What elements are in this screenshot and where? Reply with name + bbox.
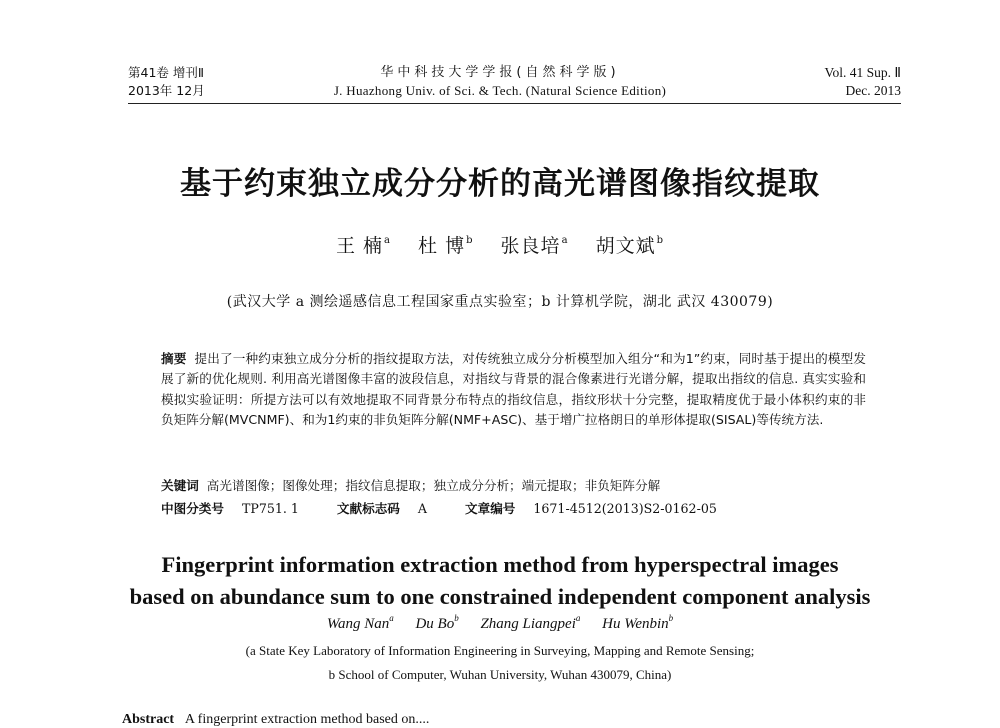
header-date-cn: 2013年 12月 — [128, 83, 205, 98]
abstract-text-en: A fingerprint extraction method based on.... — [184, 712, 430, 727]
author-en: Hu Wenbin$^b$ — [602, 613, 674, 632]
paper-title-cn: 基于约束独立成分分析的高光谱图像指纹提取 — [180, 166, 820, 202]
author-en: Zhang Liangpei$^a$ — [480, 613, 581, 632]
abstract-en — [122, 712, 882, 728]
abstract-label-cn: 摘要 — [161, 351, 187, 366]
author-list-cn — [0, 231, 1000, 258]
title-line-2: based on abundance sum to one constrained independent component analysis — [129, 584, 871, 609]
header-divider — [128, 103, 901, 104]
author-en: Wang Nan$^a$ — [326, 613, 394, 632]
abstract-text-cn: 提出了一种约束独立成分分析的指纹提取方法，对传统独立成分分析模型加入组分“和为1”约束，同时基于提出的模型发展了新的优化规则. 利用高光谱图像丰富的波段信息，对指纹与背景的混合像素进行光谱分解，提取出指纹的信息. 真实实验和模拟实验证明：所提方法可以有效地提取不同背景分布特点的指纹信息，指纹形状十分完整，提取精度优于最小体积约束的非负矩阵分解(MVCNMF)、和为1约束的非负矩阵分解(NMF+ASC)、基于增广拉格朗日的单形体提取(SISAL)等传统方法. — [161, 351, 867, 428]
author-cn: 胡文斌$^b$ — [595, 235, 664, 257]
classification-line — [161, 498, 751, 517]
article-number: 文章编号 1671-4512(2013)S2-0162-05 — [465, 501, 717, 516]
keywords-cn — [161, 475, 660, 494]
keywords-text-cn: 高光谱图像；图像处理；指纹信息提取；独立成分分析；端元提取；非负矩阵分解 — [206, 478, 661, 493]
header-volume-en — [824, 64, 901, 100]
author-list-en — [0, 613, 1000, 633]
author-en: Du Bo$^b$ — [415, 613, 459, 632]
affiliation-en-line-2: b School of Computer, Wuhan University, Wuhan 430079, China) — [328, 667, 672, 682]
author-cn: 杜 博$^b$ — [418, 235, 474, 257]
keywords-label-cn: 关键词 — [161, 478, 199, 493]
abstract-label-en: Abstract — [122, 712, 175, 727]
journal-name-cn: 华中科技大学学报(自然科学版) — [380, 65, 620, 80]
abstract-cn — [161, 349, 866, 431]
affiliation-cn: (武汉大学 a 测绘遥感信息工程国家重点实验室；b 计算机学院，湖北 武汉 430079) — [226, 294, 774, 310]
author-cn: 张良培$^a$ — [500, 235, 569, 257]
paper-title-en — [0, 549, 1000, 613]
header-volume-cn: 第41卷 增刊Ⅱ — [128, 65, 205, 80]
title-line-1: Fingerprint information extraction method from hyperspectral images — [161, 552, 839, 577]
document-code: 文献标志码 A — [336, 501, 427, 516]
author-cn: 王 楠$^a$ — [335, 235, 391, 257]
header-volume-en-number: Vol. 41 Sup. Ⅱ — [824, 65, 901, 80]
header-date-en: Dec. 2013 — [845, 83, 901, 98]
journal-name-en: J. Huazhong Univ. of Sci. & Tech. (Natural Science Edition) — [333, 83, 667, 98]
affiliation-en-line-1: (a State Key Laboratory of Information Engineering in Surveying, Mapping and Remote Sensing; — [245, 643, 755, 658]
clc-number: 中图分类号 TP751. 1 — [161, 501, 299, 516]
